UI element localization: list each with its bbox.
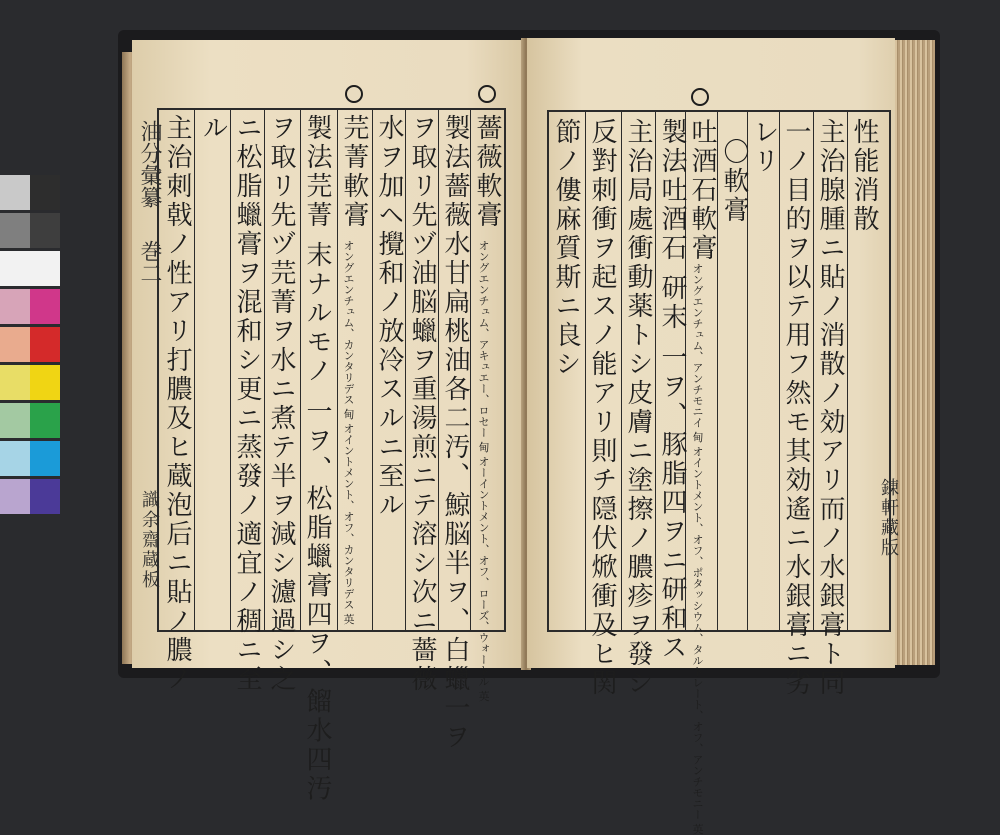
publisher-margin: 識余齋蔵板	[139, 490, 160, 590]
text-column: 薔薇軟膏	[472, 114, 502, 230]
column-rule	[813, 112, 814, 630]
column-rule	[621, 112, 622, 630]
color-chip	[30, 327, 60, 362]
column-rule	[470, 110, 471, 630]
text-column: ヲ取リ先ヅ油脳蠟ヲ重湯煎ニテ溶シ次ニ薔薇	[407, 114, 437, 694]
column-rule	[337, 110, 338, 630]
column-rule	[405, 110, 406, 630]
color-chip	[30, 175, 60, 210]
text-column: 製法芫菁 末ナルモノ 一ヲ、松脂蠟膏四ヲ、餾水四汚	[302, 114, 332, 804]
color-chip	[0, 441, 30, 476]
color-chip	[30, 213, 60, 248]
text-column: ル	[198, 114, 228, 143]
binding-hole	[691, 88, 709, 106]
color-chip	[30, 479, 60, 514]
color-chip	[30, 289, 60, 324]
annotation-column: オングエンチュム、カンタリデス 甸 オイントメント、オフ、カンタリデス 英	[342, 240, 355, 625]
color-chip	[0, 403, 30, 438]
column-rule	[655, 112, 656, 630]
text-column: 芫菁軟膏	[339, 114, 369, 230]
left-page	[132, 40, 525, 804]
text-column: 一ノ目的ヲ以テ用フ然モ其効遙ニ水銀膏ニ劣	[781, 118, 811, 698]
annotation-column: オングエンチュム、アンチモニイ 甸 オイントメント、オフ、ポタッシウム、タルトレート、オフ、アンチモニー 英	[691, 263, 704, 835]
text-column: 反對刺衝ヲ起スノ能アリ則チ隠伏焮衝及ヒ関	[587, 118, 617, 698]
text-column: ヲ取リ先ヅ芫菁ヲ水ニ煮テ半ヲ減シ濾過シ之	[266, 114, 296, 694]
text-column: レリ	[749, 118, 779, 176]
color-calibration-chart	[0, 175, 60, 525]
right-page-edge	[893, 40, 935, 665]
color-chip	[0, 365, 30, 400]
text-column: 主治腺腫ニ貼ノ消散ノ効アリ而ノ水銀膏ト同	[815, 118, 845, 698]
publisher-margin: 錬軒藏版	[878, 478, 899, 558]
color-chip	[0, 175, 30, 210]
column-rule	[779, 112, 780, 630]
column-rule	[585, 112, 586, 630]
text-column: 性能消散	[849, 118, 879, 234]
color-chip	[30, 441, 60, 476]
text-column: 吐酒石軟膏	[687, 118, 717, 263]
color-chip	[0, 479, 30, 514]
text-column: 主治刺戟ノ性アリ打膿及ヒ蔵泡后ニ貼ノ膿ノ	[162, 114, 192, 694]
color-chip	[30, 365, 60, 400]
column-rule	[717, 112, 718, 630]
text-column: 主治局處衝動薬トシ皮膚ニ塗擦ノ膿疹ヲ發シ	[623, 118, 653, 698]
right-page	[527, 38, 899, 835]
text-column: ニ松脂蠟膏ヲ混和シ更ニ蒸發ノ適宜ノ稠ニ至	[232, 114, 262, 694]
column-rule	[264, 110, 265, 630]
annotation-column: オングエンチュム、アキュエー、ロセー 甸 オーイントメント、オフ、ローズ、ウォートル 英	[477, 240, 490, 702]
column-rule	[300, 110, 301, 630]
color-chip	[30, 251, 60, 286]
section-heading: 〇軟膏	[719, 138, 749, 225]
binding-hole	[478, 85, 496, 103]
text-column: 節ノ僂麻質斯ニ良シ	[551, 118, 581, 379]
column-rule	[438, 110, 439, 630]
text-column: 水ヲ加ヘ攪和ノ放冷スルニ至ル	[374, 114, 404, 520]
text-column: 製法薔薇水甘扁桃油各二汚、鯨脳半ヲ、白蠟一ヲ	[440, 114, 470, 752]
binding-hole	[345, 85, 363, 103]
color-chip	[0, 213, 30, 248]
color-chip	[0, 327, 30, 362]
column-rule	[230, 110, 231, 630]
color-chip	[0, 251, 30, 286]
color-chip	[0, 289, 30, 324]
column-rule	[194, 110, 195, 630]
color-chip	[30, 403, 60, 438]
column-rule	[372, 110, 373, 630]
text-column: 製法吐酒石 研末 一ヲ、豚脂四ヲニ研和ス	[657, 118, 687, 663]
book-title-margin: 油分彙纂	[137, 120, 162, 208]
column-rule	[847, 112, 848, 630]
chapter-label-margin: 巻二	[137, 240, 162, 284]
